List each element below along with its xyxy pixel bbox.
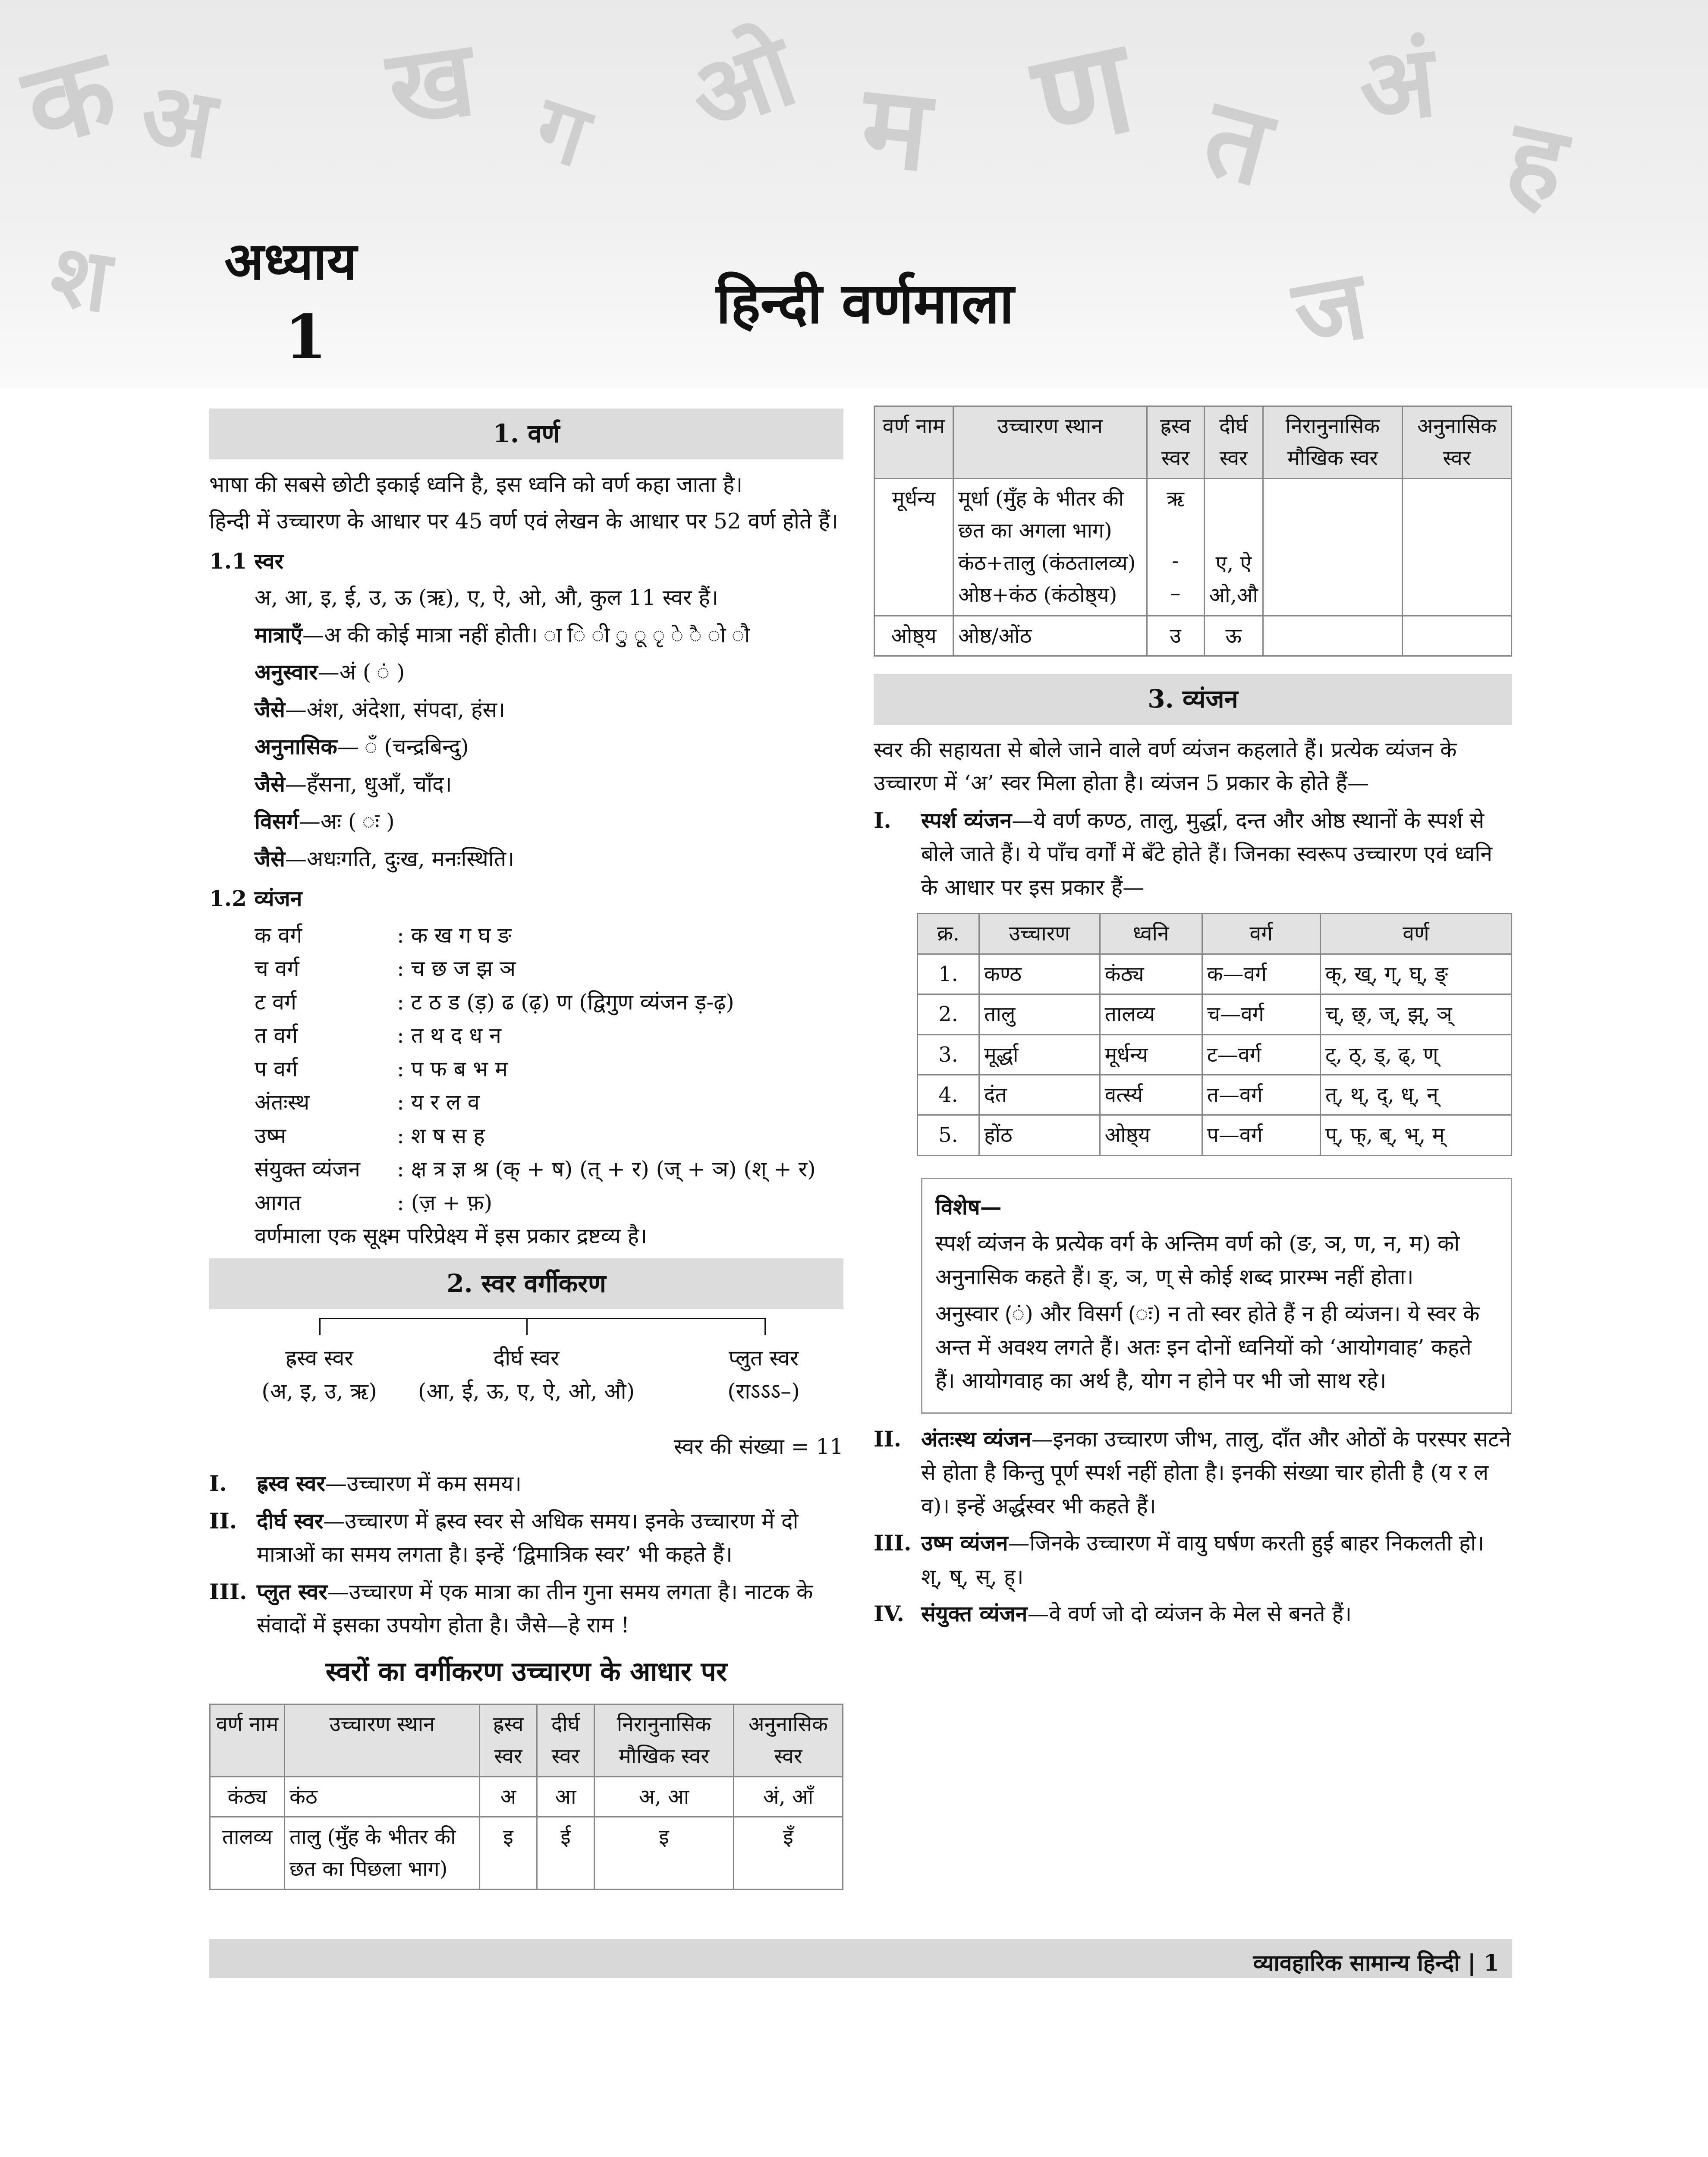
table-cell: उ [1147, 616, 1204, 656]
vyanjan-row [255, 1053, 843, 1086]
row-value: : य र ल व [397, 1090, 480, 1115]
cell-line: ओ,औ [1209, 583, 1258, 608]
paragraph: स्वर की सहायता से बोले जाने वाले वर्ण व्यंजन कहलाते हैं। प्रत्येक व्यंजन के उच्चारण में ‘अ’ स्वर मिला होता है। व्यंजन 5 प्रकार के होते हैं— [874, 737, 1457, 796]
item-number: II. [209, 1508, 237, 1534]
cell-line: ए, ऐ [1215, 551, 1252, 575]
row-value: : क ख ग घ ङ [397, 922, 512, 948]
subsection-heading: 1.2 व्यंजन [209, 886, 302, 912]
column-header: ध्वनि [1100, 914, 1202, 954]
cell-line: मूर्धा (मुँह के भीतर की छत का अगला भाग) [958, 486, 1124, 543]
table-cell: 4. [918, 1075, 979, 1115]
item-label: संयुक्त व्यंजन [921, 1601, 1028, 1627]
paragraph: स्पर्श व्यंजन के प्रत्येक वर्ग के अन्तिम वर्ण को (ङ, ञ, ण, न, म) को अनुनासिक कहते हैं। ङ्, ञ, ण् से कोई शब्द प्रारम्भ नहीं होता। [935, 1231, 1460, 1289]
tree-branch [764, 1318, 766, 1335]
table-cell: इँ [734, 1817, 843, 1890]
table-cell: च—वर्ग [1202, 994, 1320, 1034]
table-cell: तालव्य [210, 1817, 285, 1890]
row-value: : क्ष त्र ज्ञ श्र (क् + ष) (त् + र) (ज् + ञ) (श् + र) [397, 1157, 816, 1182]
table-cell: तालु [979, 994, 1100, 1034]
label: विसर्ग [255, 808, 299, 834]
table-cell: ओष्ठ्य [874, 616, 953, 656]
row-value: : त थ द ध न [397, 1023, 501, 1048]
text: — ँ (चन्द्रबिन्दु) [337, 734, 469, 760]
visarg-line [255, 805, 843, 839]
table-header-row [918, 914, 1512, 954]
label: अनुनासिक [255, 734, 337, 760]
label: जैसे [255, 696, 285, 722]
tree-branch [526, 1318, 528, 1335]
label: अनुस्वार [255, 659, 318, 685]
table-cell: ट्, ठ्, ड्, ढ्, ण् [1321, 1034, 1512, 1075]
item-body: —उच्चारण में कम समय। [325, 1471, 522, 1497]
cell-line: - [1172, 549, 1179, 573]
table-row [918, 994, 1512, 1034]
watermark-glyph: ख [381, 17, 482, 149]
column-header: दीर्घ स्वर [1204, 406, 1263, 479]
row-key: प वर्ग [255, 1056, 298, 1082]
table-cell: आ [537, 1777, 594, 1817]
table-row [918, 1034, 1512, 1075]
label: जैसे [255, 846, 285, 871]
table-cell: दंत [979, 1075, 1100, 1115]
table-cell [1147, 478, 1204, 616]
list-item [209, 1575, 843, 1642]
swar-classification-tree [209, 1318, 843, 1430]
matra-line [255, 618, 843, 652]
item-body: —जिनके उच्चारण में वायु घर्षण करती हुई बाहर निकलती हो। श्, ष्, स्, ह्। [921, 1531, 1485, 1589]
table-cell [1263, 478, 1403, 616]
table-cell: ई [537, 1817, 594, 1890]
left-column [209, 403, 843, 1890]
column-header: दीर्घ स्वर [537, 1704, 594, 1777]
watermark-glyph: ह [1497, 96, 1576, 226]
item-body: —इनका उच्चारण जीभ, तालु, दाँत और ओठों के परस्पर सटने से होता है किन्तु पूर्ण स्पर्श नहीं होता है। इनकी संख्या चार होती है (य र ल व)। इन्हें अर्द्धस्वर भी कहते हैं। [921, 1426, 1511, 1519]
row-key: उष्म [255, 1123, 286, 1148]
table-header-row [874, 406, 1512, 479]
vyanjan-row [255, 986, 843, 1019]
item-text [921, 1526, 1512, 1594]
cell-line: कंठ+तालु (कंठतालव्य) [958, 550, 1136, 575]
column-header: निरानुनासिक मौखिक स्वर [594, 1704, 734, 1777]
node-label: ह्रस्व स्वर [285, 1345, 353, 1371]
section-heading: 2. स्वर वर्गीकरण [209, 1258, 843, 1309]
vyanjan-row [255, 952, 843, 986]
vyanjan-row [255, 1019, 843, 1053]
row-key: संयुक्त व्यंजन [255, 1157, 360, 1182]
chapter-number: 1 [285, 302, 327, 373]
chapter-banner [0, 0, 1708, 388]
table-cell: प्, फ्, ब्, भ्, म् [1321, 1115, 1512, 1155]
column-header: ह्रस्व स्वर [1147, 406, 1204, 479]
text: —अं ( ं ) [318, 660, 405, 685]
item-label: अंतःस्थ व्यंजन [921, 1426, 1032, 1452]
footer-text: व्यावहारिक सामान्य हिन्दी | 1 [1253, 1950, 1499, 1976]
row-value: : च छ ज झ ञ [397, 956, 516, 981]
watermark-glyph: ण [1022, 10, 1145, 177]
list-item [874, 1526, 1512, 1594]
text: —अधःगति, दुःख, मनःस्थिति। [285, 846, 515, 871]
item-number: III. [209, 1578, 247, 1604]
cell-line: ओष्ठ+कंठ (कंठोष्ठ्य) [958, 582, 1117, 607]
column-header: क्र. [918, 914, 979, 954]
vyanjan-row [255, 1119, 843, 1153]
row-value: : ट ठ ड (ड़) ढ (ढ़) ण (द्विगुण व्यंजन ड़-ढ़) [397, 989, 734, 1015]
row-value: : प फ ब भ म [397, 1056, 508, 1082]
table-row [210, 1777, 843, 1817]
column-header: वर्ण [1321, 914, 1512, 954]
table-cell: 1. [918, 954, 979, 994]
page-title: हिन्दी वर्णमाला [716, 270, 1014, 336]
node-label: प्लुत स्वर [728, 1345, 799, 1371]
item-text [257, 1504, 843, 1572]
table-cell: होंठ [979, 1115, 1100, 1155]
table-cell: मूर्द्धा [979, 1034, 1100, 1075]
table-cell: ऊ [1204, 616, 1263, 656]
example-line [255, 767, 843, 802]
table-cell: त—वर्ग [1202, 1075, 1320, 1115]
table-cell [1263, 616, 1403, 656]
swar-table-continued [874, 406, 1512, 657]
tree-node [382, 1342, 671, 1409]
table-row [874, 478, 1512, 616]
item-label: ह्रस्व स्वर [257, 1471, 325, 1497]
column-header: निरानुनासिक मौखिक स्वर [1263, 406, 1403, 479]
list-item [874, 804, 1512, 905]
section-heading: 1. वर्ण [209, 409, 843, 459]
item-number: IV. [874, 1601, 904, 1627]
item-body: —उच्चारण में ह्रस्व स्वर से अधिक समय। इनके उच्चारण में दो मात्राओं का समय लगता है। इन्हें ‘द्विमात्रिक स्वर’ भी कहते हैं। [257, 1508, 799, 1567]
swar-total: स्वर की संख्या = 11 [673, 1434, 843, 1459]
subsection-heading: 1.1 स्वर [209, 548, 284, 574]
tree-node [684, 1342, 843, 1409]
vyanjan-table [209, 919, 843, 1253]
sparsh-table [917, 913, 1512, 1156]
column-header: उच्चारण स्थान [953, 406, 1147, 479]
row-key: आगत [255, 1190, 301, 1215]
tree-line [319, 1318, 766, 1319]
table-cell: 5. [918, 1115, 979, 1155]
table-row [918, 954, 1512, 994]
swar-list: अ, आ, इ, ई, उ, ऊ (ऋ), ए, ऐ, ओ, औ, कुल 11 स्वर हैं। [255, 585, 718, 610]
item-label: प्लुत स्वर [257, 1578, 327, 1604]
paragraph: वर्णमाला एक सूक्ष्म परिप्रेक्ष्य में इस प्रकार द्रष्टव्य है। [255, 1223, 648, 1249]
table-cell: ट—वर्ग [1202, 1034, 1320, 1075]
table-row [918, 1075, 1512, 1115]
list-item [209, 1467, 843, 1501]
chapter-label: अध्याय [224, 231, 357, 292]
paragraph: अनुस्वार (ं) और विसर्ग (ः) न तो स्वर होते हैं न ही व्यंजन। ये स्वर के अन्त में अवश्य लगते हैं। अतः इन दोनों ध्वनियों को ‘आयोगवाह’ कहते हैं। आयोगवाह का अर्थ है, योग न होने पर भी जो साथ रहे। [935, 1301, 1480, 1393]
table-row [874, 616, 1512, 656]
watermark-glyph: अं [1353, 23, 1441, 146]
item-number: II. [874, 1426, 902, 1452]
text: —अंश, अंदेशा, संपदा, हंस। [285, 697, 506, 722]
row-value: : श ष स ह [397, 1123, 485, 1148]
column-header: अनुनासिक स्वर [734, 1704, 843, 1777]
item-text [921, 1422, 1512, 1523]
watermark-glyph: म [856, 60, 936, 197]
table-row [210, 1817, 843, 1890]
table-cell: मूर्धन्य [874, 478, 953, 616]
section-heading: 3. व्यंजन [874, 674, 1512, 725]
example-line [255, 842, 843, 876]
column-header: वर्ण नाम [210, 1704, 285, 1777]
table-cell: मूर्धन्य [1100, 1034, 1202, 1075]
item-text [257, 1575, 843, 1642]
table-cell: वर्त्स्य [1100, 1075, 1202, 1115]
swar-table [209, 1704, 843, 1890]
table-cell: ओष्ठ/ओंठ [953, 616, 1147, 656]
vishesh-box [921, 1178, 1512, 1414]
table-cell: अं, आँ [734, 1777, 843, 1817]
item-body: —उच्चारण में एक मात्रा का तीन गुना समय लगता है। नाटक के संवादों में इसका उपयोग होता है। जैसे—हे राम ! [257, 1579, 813, 1638]
column-header: वर्ण नाम [874, 406, 953, 479]
table-cell: कण्ठ [979, 954, 1100, 994]
text: —अ की कोई मात्रा नहीं होती। ा ि ी ु ू ृ े ै ो ौ [302, 622, 750, 648]
item-body: —ये वर्ण कण्ठ, तालु, मुर्द्धा, दन्त और ओष्ठ स्थानों के स्पर्श से बोले जाते हैं। ये पाँच वर्गों में बँटे होते हैं। जिनका स्वरूप उच्चारण एवं ध्वनि के आधार पर इस प्रकार हैं— [921, 808, 1493, 900]
watermark-glyph: ज [1286, 249, 1375, 371]
watermark-glyph: त [1192, 73, 1284, 211]
page-footer [209, 1939, 1512, 1978]
table-header-row [210, 1704, 843, 1777]
paragraph: हिन्दी में उच्चारण के आधार पर 45 वर्ण एवं लेखन के आधार पर 52 वर्ण होते हैं। [209, 509, 838, 534]
table-cell: तालव्य [1100, 994, 1202, 1034]
item-label: उष्म व्यंजन [921, 1530, 1008, 1556]
column-header: वर्ग [1202, 914, 1320, 954]
item-number: I. [209, 1471, 227, 1497]
item-label: स्पर्श व्यंजन [921, 807, 1012, 833]
watermark-glyph: ग [523, 76, 601, 187]
label: मात्राएँ [255, 622, 303, 648]
right-column [874, 406, 1512, 1635]
text: —अः ( ः ) [299, 809, 395, 834]
item-label: दीर्घ स्वर [257, 1508, 324, 1534]
item-number: I. [874, 807, 891, 833]
table-cell: प—वर्ग [1202, 1115, 1320, 1155]
watermark-glyph: क [12, 24, 129, 173]
cell-line: ऋ [1167, 486, 1184, 511]
column-header: उच्चारण स्थान [285, 1704, 480, 1777]
row-key: च वर्ग [255, 956, 299, 981]
row-key: क वर्ग [255, 922, 302, 948]
table-heading: स्वरों का वर्गीकरण उच्चारण के आधार पर [325, 1655, 727, 1687]
vyanjan-row [255, 1186, 843, 1220]
table-cell [1204, 478, 1263, 616]
anunasik-line [255, 730, 843, 764]
anusvar-line [255, 655, 843, 689]
table-cell: कंठ्य [1100, 954, 1202, 994]
item-number: III. [874, 1530, 912, 1556]
watermark-glyph: अ [132, 59, 223, 181]
list-item [209, 1504, 843, 1572]
swar-block [209, 581, 843, 876]
column-header: अनुनासिक स्वर [1403, 406, 1512, 479]
table-cell [1403, 478, 1512, 616]
cell-line: – [1170, 581, 1181, 605]
table-cell: इ [594, 1817, 734, 1890]
table-cell: अ, आ [594, 1777, 734, 1817]
node-detail: (राऽऽऽ–) [727, 1379, 800, 1404]
table-cell: कंठ [285, 1777, 480, 1817]
box-heading: विशेष— [935, 1194, 1002, 1220]
item-text [921, 1597, 1352, 1631]
table-cell: कंठ्य [210, 1777, 285, 1817]
node-detail: (आ, ई, ऊ, ए, ऐ, ओ, औ) [418, 1379, 635, 1404]
table-cell: क—वर्ग [1202, 954, 1320, 994]
table-cell: तालु (मुँह के भीतर की छत का पिछला भाग) [285, 1817, 480, 1890]
table-cell: ओष्ठ्य [1100, 1115, 1202, 1155]
list-item [874, 1597, 1512, 1631]
table-cell [1403, 616, 1512, 656]
column-header: ह्रस्व स्वर [480, 1704, 537, 1777]
table-cell: 2. [918, 994, 979, 1034]
item-body: —वे वर्ण जो दो व्यंजन के मेल से बनते हैं। [1027, 1601, 1352, 1627]
table-cell: च्, छ्, ज्, झ्, ञ् [1321, 994, 1512, 1034]
item-text [921, 804, 1512, 905]
table-cell: त्, थ्, द्, ध्, न् [1321, 1075, 1512, 1115]
text: —हँसना, धुआँ, चाँद। [285, 771, 452, 797]
table-cell: 3. [918, 1034, 979, 1075]
column-header: उच्चारण [979, 914, 1100, 954]
list-item [874, 1422, 1512, 1523]
row-key: त वर्ग [255, 1023, 298, 1048]
table-cell: क्, ख्, ग्, घ्, ङ् [1321, 954, 1512, 994]
example-line [255, 693, 843, 727]
table-cell: इ [480, 1817, 537, 1890]
row-value: : (ज़ + फ़) [397, 1190, 493, 1215]
vyanjan-row [255, 1153, 843, 1186]
node-detail: (अ, इ, उ, ऋ) [261, 1379, 377, 1404]
row-key: ट वर्ग [255, 989, 297, 1015]
table-row [918, 1115, 1512, 1155]
node-label: दीर्घ स्वर [493, 1345, 560, 1371]
watermark-glyph: श [44, 224, 117, 333]
vyanjan-row [255, 919, 843, 953]
tree-branch [319, 1318, 321, 1335]
label: जैसे [255, 771, 285, 797]
watermark-glyph: ओ [675, 13, 810, 156]
table-cell [953, 478, 1147, 616]
row-key: अंतःस्थ [255, 1090, 310, 1115]
paragraph: भाषा की सबसे छोटी इकाई ध्वनि है, इस ध्वनि को वर्ण कहा जाता है। [209, 472, 743, 497]
item-text [257, 1467, 522, 1501]
vyanjan-row [255, 1086, 843, 1119]
table-cell: अ [480, 1777, 537, 1817]
